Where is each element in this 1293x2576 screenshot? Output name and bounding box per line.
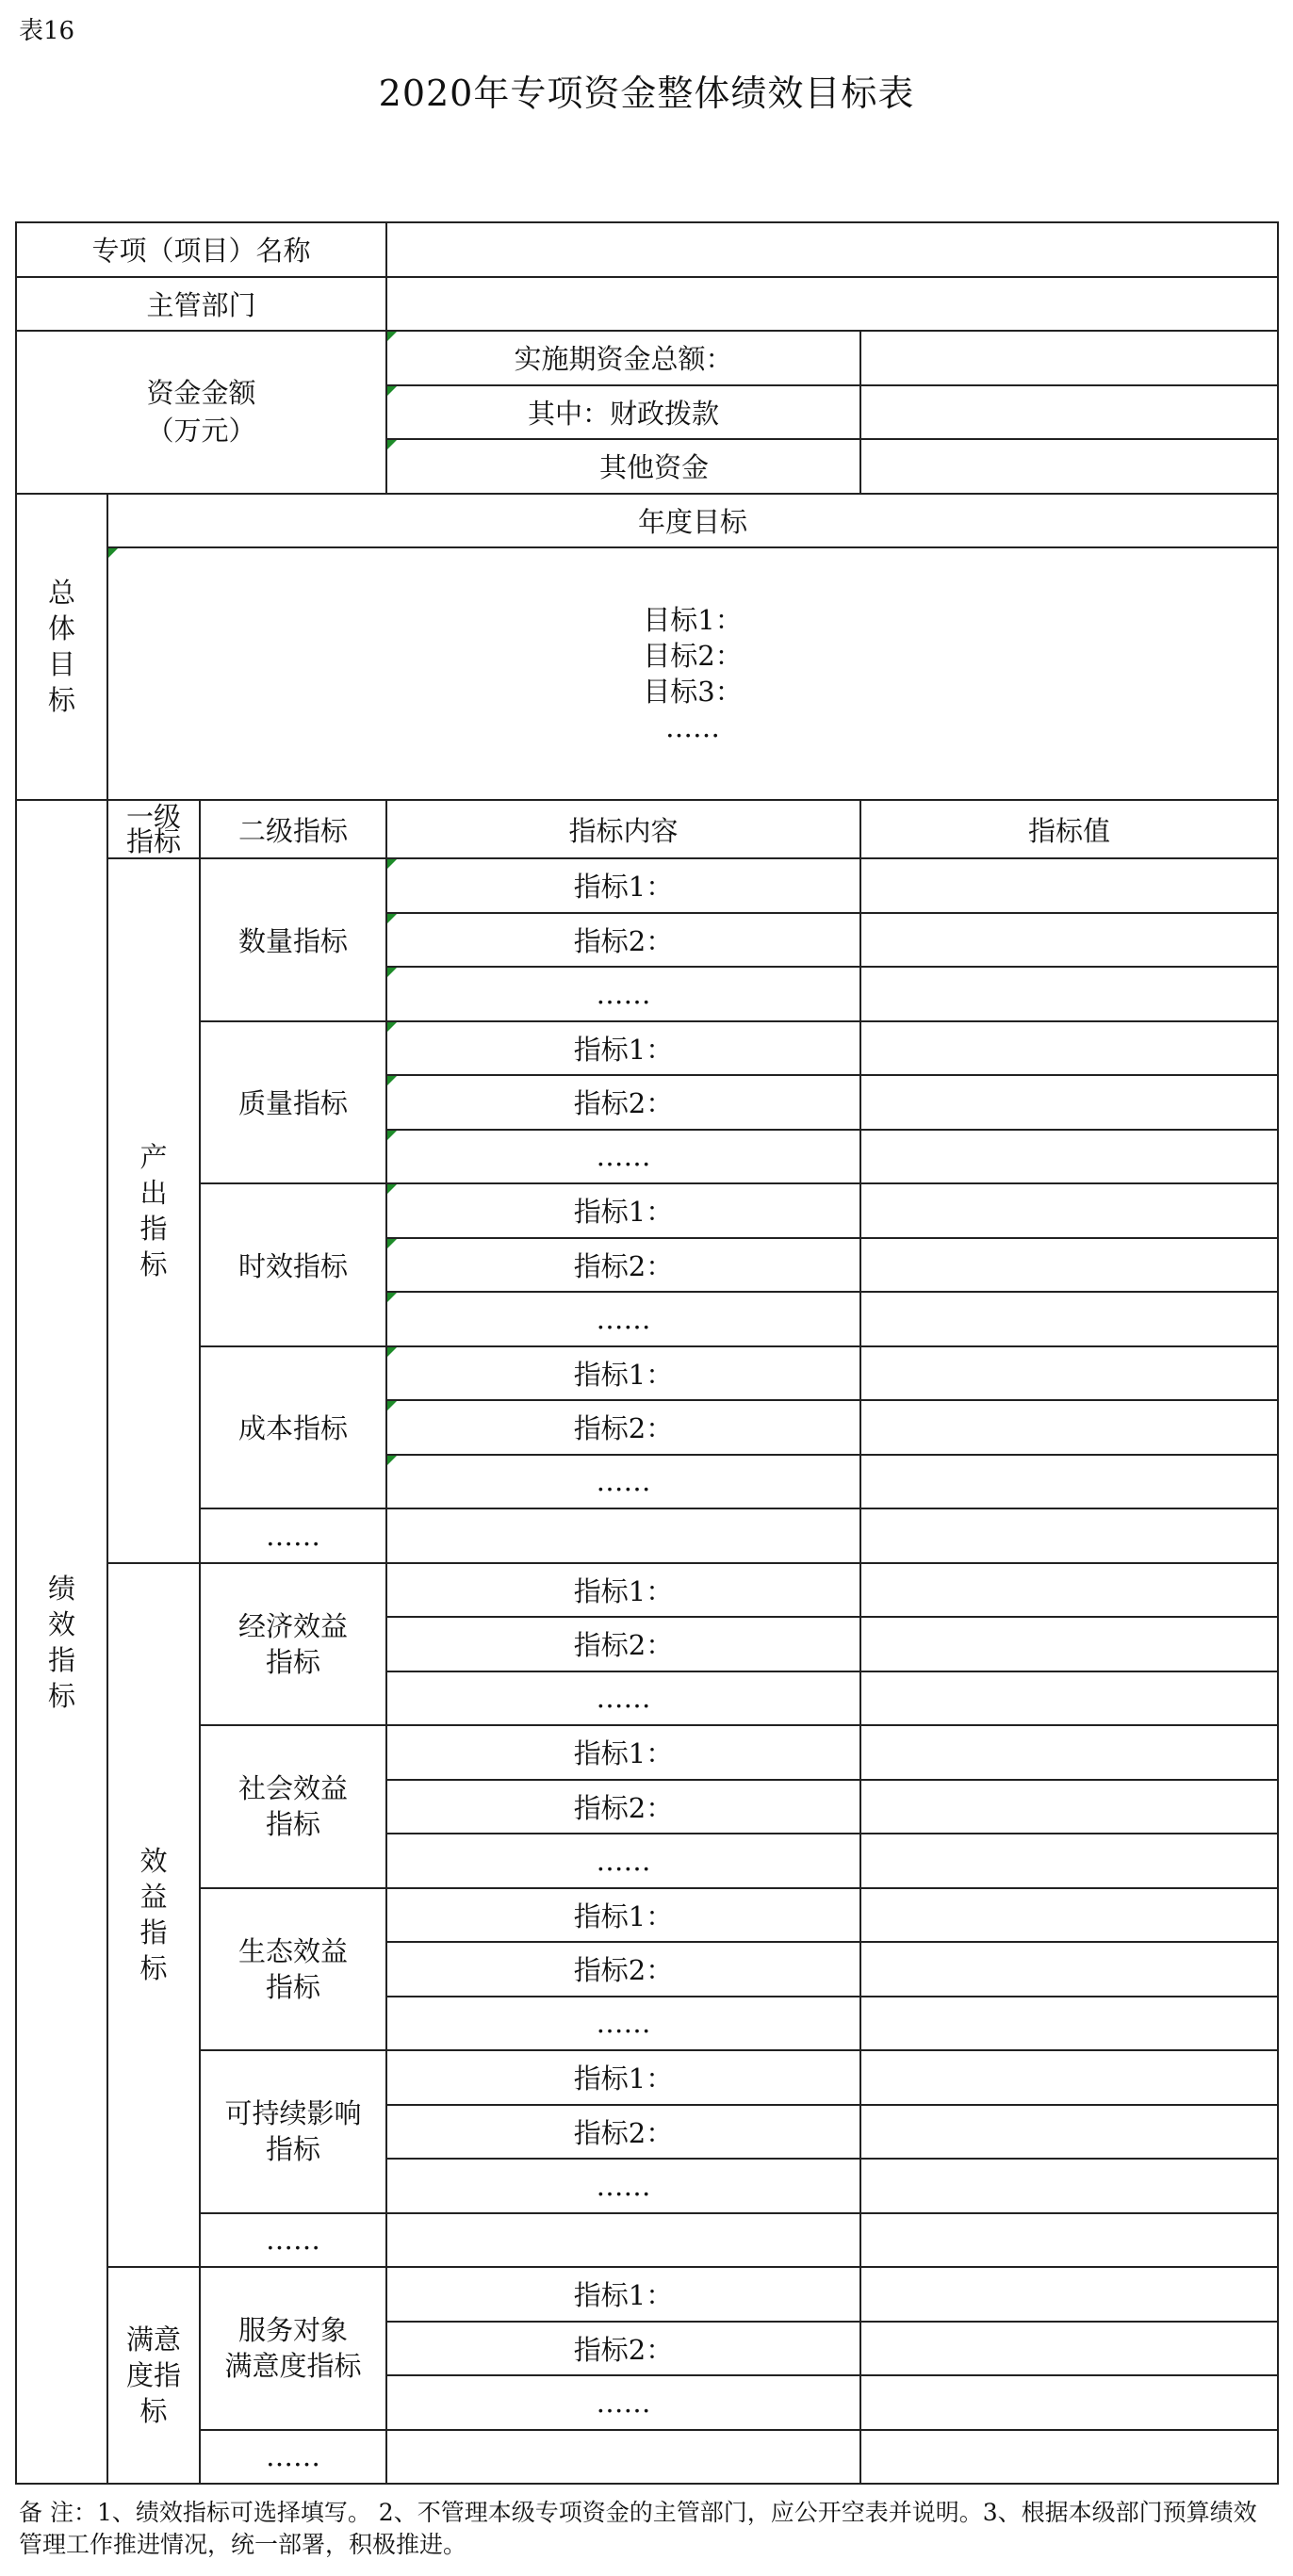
- page-title: 2020年专项资金整体绩效目标表: [378, 73, 915, 114]
- total-funds-label: 实施期资金总额：: [386, 331, 860, 385]
- goal-line: 目标2：: [643, 640, 743, 672]
- indicator-value[interactable]: [860, 1346, 1278, 1401]
- social-benefit-indicator: [200, 1725, 386, 1888]
- indicator-value[interactable]: [860, 913, 1278, 968]
- indicator-item: 指标2：: [386, 913, 860, 968]
- indicator-item: ……: [386, 1997, 860, 2051]
- indicator-value[interactable]: [860, 1508, 1278, 1563]
- indicator-value[interactable]: [860, 2050, 1278, 2105]
- cost-indicator: 成本指标: [200, 1346, 386, 1509]
- benefit-indicator-label: [107, 1563, 200, 2268]
- group-line: 满意度指标: [224, 2350, 362, 2383]
- indicator-item: 指标2：: [386, 2322, 860, 2376]
- total-funds-value[interactable]: [860, 331, 1278, 385]
- project-name-label: 专项（项目）名称: [16, 222, 386, 277]
- label-line: 标: [139, 2395, 168, 2427]
- indicator-item: ……: [386, 2159, 860, 2213]
- char: 目: [47, 648, 75, 681]
- indicator-value[interactable]: [860, 858, 1278, 913]
- group-line: 指标: [266, 2133, 321, 2166]
- indicator-item: 指标2：: [386, 1942, 860, 1997]
- funds-label-line2: （万元）: [146, 415, 256, 448]
- indicator-item: ……: [386, 2375, 860, 2430]
- group-line: 服务对象: [238, 2314, 349, 2347]
- char: 益: [139, 1881, 168, 1914]
- char: 标: [139, 1247, 168, 1280]
- goal-line: 目标1：: [643, 604, 743, 636]
- indicator-value[interactable]: [860, 967, 1278, 1021]
- other-funds-value[interactable]: [860, 439, 1278, 494]
- indicator-item: 指标1：: [386, 1563, 860, 1618]
- indicator-value[interactable]: [860, 1455, 1278, 1509]
- char: 标: [139, 1952, 168, 1985]
- indicator-value[interactable]: [860, 1238, 1278, 1293]
- indicator-item[interactable]: [386, 1508, 860, 1563]
- char: 产: [139, 1140, 168, 1173]
- quantity-indicator: 数量指标: [200, 858, 386, 1021]
- indicator-item: 指标1：: [386, 1888, 860, 1943]
- table-reference: 表16: [19, 17, 75, 45]
- char: 出: [139, 1176, 168, 1209]
- indicator-item: 指标1：: [386, 858, 860, 913]
- indicator-item: 指标2：: [386, 1780, 860, 1834]
- indicator-value[interactable]: [860, 2105, 1278, 2160]
- overall-goal-side-label: [16, 494, 107, 801]
- group-line: 可持续影响: [224, 2097, 362, 2130]
- indicator-value[interactable]: [860, 1997, 1278, 2051]
- group-line: 指标: [266, 1645, 321, 1678]
- indicator-item[interactable]: [386, 2430, 860, 2485]
- char: 指: [47, 1643, 75, 1676]
- indicator-item: 指标2：: [386, 1238, 860, 1293]
- indicator-value[interactable]: [860, 1834, 1278, 1888]
- level1-header-line: 一级: [125, 801, 181, 833]
- indicator-item: 指标2：: [386, 1400, 860, 1455]
- project-name-value[interactable]: [386, 222, 1278, 277]
- value-header: 指标值: [860, 800, 1278, 858]
- group-line: 指标: [266, 1970, 321, 2003]
- group-line: 指标: [266, 1808, 321, 1841]
- annual-goal-header: 年度目标: [107, 494, 1278, 548]
- indicator-value[interactable]: [860, 1075, 1278, 1130]
- indicator-value[interactable]: [860, 1563, 1278, 1618]
- quality-indicator: 质量指标: [200, 1021, 386, 1184]
- sustainable-impact-indicator: [200, 2050, 386, 2213]
- indicator-item: 指标1：: [386, 2050, 860, 2105]
- indicator-item: ……: [386, 1455, 860, 1509]
- level1-header: [107, 800, 200, 858]
- indicator-value[interactable]: [860, 1888, 1278, 1943]
- indicator-item: 指标2：: [386, 2105, 860, 2160]
- indicator-item: ……: [386, 967, 860, 1021]
- funds-label-line1: 资金金额: [146, 377, 256, 410]
- indicator-value[interactable]: [860, 2213, 1278, 2268]
- indicator-value[interactable]: [860, 1183, 1278, 1238]
- performance-goal-table: [15, 221, 1279, 2485]
- char: 指: [139, 1212, 168, 1245]
- satisfaction-indicator-label: [107, 2267, 200, 2484]
- group-line: 生态效益: [238, 1934, 349, 1967]
- label-line: 满意: [125, 2323, 181, 2356]
- char: 总: [47, 577, 75, 610]
- satisfaction-more: ……: [200, 2430, 386, 2485]
- other-funds-label: 其他资金: [386, 439, 860, 494]
- annual-goal-content[interactable]: [107, 547, 1278, 800]
- timeliness-indicator: 时效指标: [200, 1183, 386, 1346]
- char: 标: [47, 684, 75, 717]
- output-more: ……: [200, 1508, 386, 1563]
- indicator-value[interactable]: [860, 2430, 1278, 2485]
- fiscal-funds-value[interactable]: [860, 385, 1278, 440]
- indicator-value[interactable]: [860, 1400, 1278, 1455]
- indicator-value[interactable]: [860, 1021, 1278, 1076]
- indicator-item: ……: [386, 1130, 860, 1184]
- fiscal-funds-label: 其中：财政拨款: [386, 385, 860, 440]
- level2-header: 二级指标: [200, 800, 386, 858]
- footnote: 备 注：1、绩效指标可选择填写。 2、不管理本级专项资金的主管部门，应公开空表并说明。3、根据本级部门预算绩效管理工作推进情况，统一部署，积极推进。: [19, 2499, 1257, 2558]
- indicator-item: 指标1：: [386, 1183, 860, 1238]
- funds-label: [16, 331, 386, 494]
- indicator-item: 指标1：: [386, 1346, 860, 1401]
- level1-header-line: 指标: [125, 825, 181, 857]
- indicator-item: ……: [386, 1671, 860, 1726]
- indicator-value[interactable]: [860, 1671, 1278, 1726]
- benefit-more: ……: [200, 2213, 386, 2268]
- economic-benefit-indicator: [200, 1563, 386, 1726]
- indicator-value[interactable]: [860, 2267, 1278, 2322]
- char: 绩: [47, 1572, 75, 1605]
- indicator-item: 指标1：: [386, 1725, 860, 1780]
- indicator-item: 指标2：: [386, 1075, 860, 1130]
- goal-line: ……: [665, 711, 720, 743]
- output-indicator-label: [107, 858, 200, 1563]
- dept-label: 主管部门: [16, 277, 386, 332]
- char: 指: [139, 1916, 168, 1949]
- content-header: 指标内容: [386, 800, 860, 858]
- goal-line: 目标3：: [643, 676, 743, 708]
- indicator-value[interactable]: [860, 1292, 1278, 1346]
- label-line: 度指: [125, 2359, 181, 2391]
- indicator-value[interactable]: [860, 1130, 1278, 1184]
- char: 标: [47, 1679, 75, 1712]
- ecological-benefit-indicator: [200, 1888, 386, 2051]
- indicator-item: 指标1：: [386, 1021, 860, 1076]
- indicator-item: ……: [386, 1292, 860, 1346]
- indicator-value[interactable]: [860, 1617, 1278, 1671]
- indicator-item: 指标2：: [386, 1617, 860, 1671]
- char: 效: [47, 1607, 75, 1640]
- group-line: 经济效益: [238, 1609, 349, 1642]
- indicator-value[interactable]: [860, 1780, 1278, 1834]
- performance-indicator-side-label: [16, 800, 107, 2484]
- char: 体: [47, 612, 75, 645]
- indicator-value[interactable]: [860, 1942, 1278, 1997]
- dept-value[interactable]: [386, 277, 1278, 332]
- service-satisfaction-indicator: [200, 2267, 386, 2430]
- indicator-value[interactable]: [860, 2375, 1278, 2430]
- indicator-value[interactable]: [860, 1725, 1278, 1780]
- group-line: 社会效益: [238, 1772, 349, 1805]
- indicator-item: ……: [386, 1834, 860, 1888]
- indicator-value[interactable]: [860, 2159, 1278, 2213]
- char: 效: [139, 1845, 168, 1878]
- indicator-item[interactable]: [386, 2213, 860, 2268]
- indicator-value[interactable]: [860, 2322, 1278, 2376]
- indicator-item: 指标1：: [386, 2267, 860, 2322]
